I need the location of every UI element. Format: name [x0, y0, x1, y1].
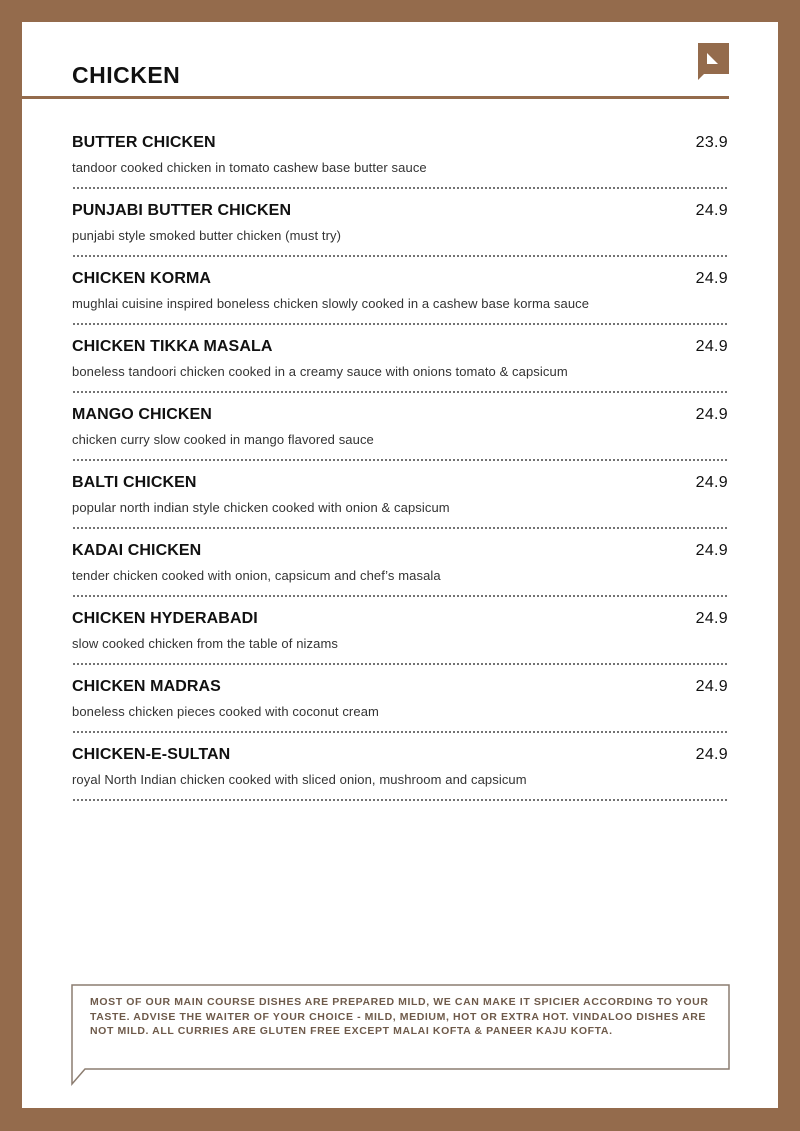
- item-price: 24.9: [695, 202, 728, 219]
- dotted-separator: [72, 323, 728, 325]
- page-title: CHICKEN: [72, 62, 181, 88]
- item-description: tender chicken cooked with onion, capsicum and chef’s masala: [72, 568, 441, 583]
- item-price: 24.9: [695, 474, 728, 491]
- item-description: chicken curry slow cooked in mango flavored sauce: [72, 432, 374, 447]
- item-name: CHICKEN HYDERABADI: [72, 610, 258, 627]
- item-name: BALTI CHICKEN: [72, 474, 197, 491]
- menu-page: [22, 22, 778, 1108]
- item-description: tandoor cooked chicken in tomato cashew base butter sauce: [72, 160, 427, 175]
- menu-item: [72, 270, 728, 338]
- item-price: 24.9: [695, 542, 728, 559]
- item-name: CHICKEN MADRAS: [72, 678, 221, 695]
- menu-item: [72, 678, 728, 746]
- item-price: 24.9: [695, 338, 728, 355]
- item-name: PUNJABI BUTTER CHICKEN: [72, 202, 292, 219]
- badge-tail: [698, 74, 704, 80]
- dotted-separator: [72, 459, 728, 461]
- item-price: 24.9: [695, 610, 728, 627]
- menu-item: [72, 610, 728, 678]
- dotted-separator: [72, 527, 728, 529]
- item-description: boneless tandoori chicken cooked in a creamy sauce with onions tomato & capsicum: [72, 364, 568, 379]
- header-rule: [22, 96, 729, 99]
- dotted-separator: [72, 731, 728, 733]
- menu-item: [72, 406, 728, 474]
- item-description: boneless chicken pieces cooked with coconut cream: [72, 704, 379, 719]
- spice-notice-box: [71, 984, 729, 1069]
- menu-item: [72, 134, 728, 202]
- menu-list: [72, 134, 728, 814]
- item-description: royal North Indian chicken cooked with sliced onion, mushroom and capsicum: [72, 772, 527, 787]
- item-name: CHICKEN KORMA: [72, 270, 212, 287]
- dotted-separator: [72, 255, 728, 257]
- dotted-separator: [72, 663, 728, 665]
- item-description: popular north indian style chicken cooked with onion & capsicum: [72, 500, 450, 515]
- item-price: 23.9: [695, 134, 728, 151]
- bookmark-corner-icon: [698, 43, 729, 74]
- item-price: 24.9: [695, 746, 728, 763]
- item-name: KADAI CHICKEN: [72, 542, 202, 559]
- item-description: slow cooked chicken from the table of nizams: [72, 636, 338, 651]
- item-price: 24.9: [695, 678, 728, 695]
- dotted-separator: [72, 799, 728, 801]
- item-description: mughlai cuisine inspired boneless chicken slowly cooked in a cashew base korma sauce: [72, 296, 590, 311]
- item-price: 24.9: [695, 406, 728, 423]
- item-name: MANGO CHICKEN: [72, 406, 212, 423]
- dotted-separator: [72, 595, 728, 597]
- notice-text: MOST OF OUR MAIN COURSE DISHES ARE PREPARED MILD, WE CAN MAKE IT SPICIER ACCORDING TO YOUR TASTE. ADVISE THE WAITER OF YOUR CHOICE - MILD, MEDIUM, HOT OR EXTRA HOT. VINDALOO DISHES ARE NOT MILD. ALL CURRIES ARE GLUTEN FREE EXCEPT MALAI KOFTA & PANEER KAJU KOFTA.: [90, 996, 709, 1037]
- item-name: CHICKEN TIKKA MASALA: [72, 338, 273, 355]
- item-description: punjabi style smoked butter chicken (must try): [72, 228, 342, 243]
- menu-item: [72, 202, 728, 270]
- menu-item: [72, 746, 728, 814]
- menu-item: [72, 542, 728, 610]
- item-name: BUTTER CHICKEN: [72, 134, 216, 151]
- menu-item: [72, 338, 728, 406]
- dotted-separator: [72, 187, 728, 189]
- item-name: CHICKEN-E-SULTAN: [72, 746, 231, 763]
- item-price: 24.9: [695, 270, 728, 287]
- dotted-separator: [72, 391, 728, 393]
- menu-item: [72, 474, 728, 542]
